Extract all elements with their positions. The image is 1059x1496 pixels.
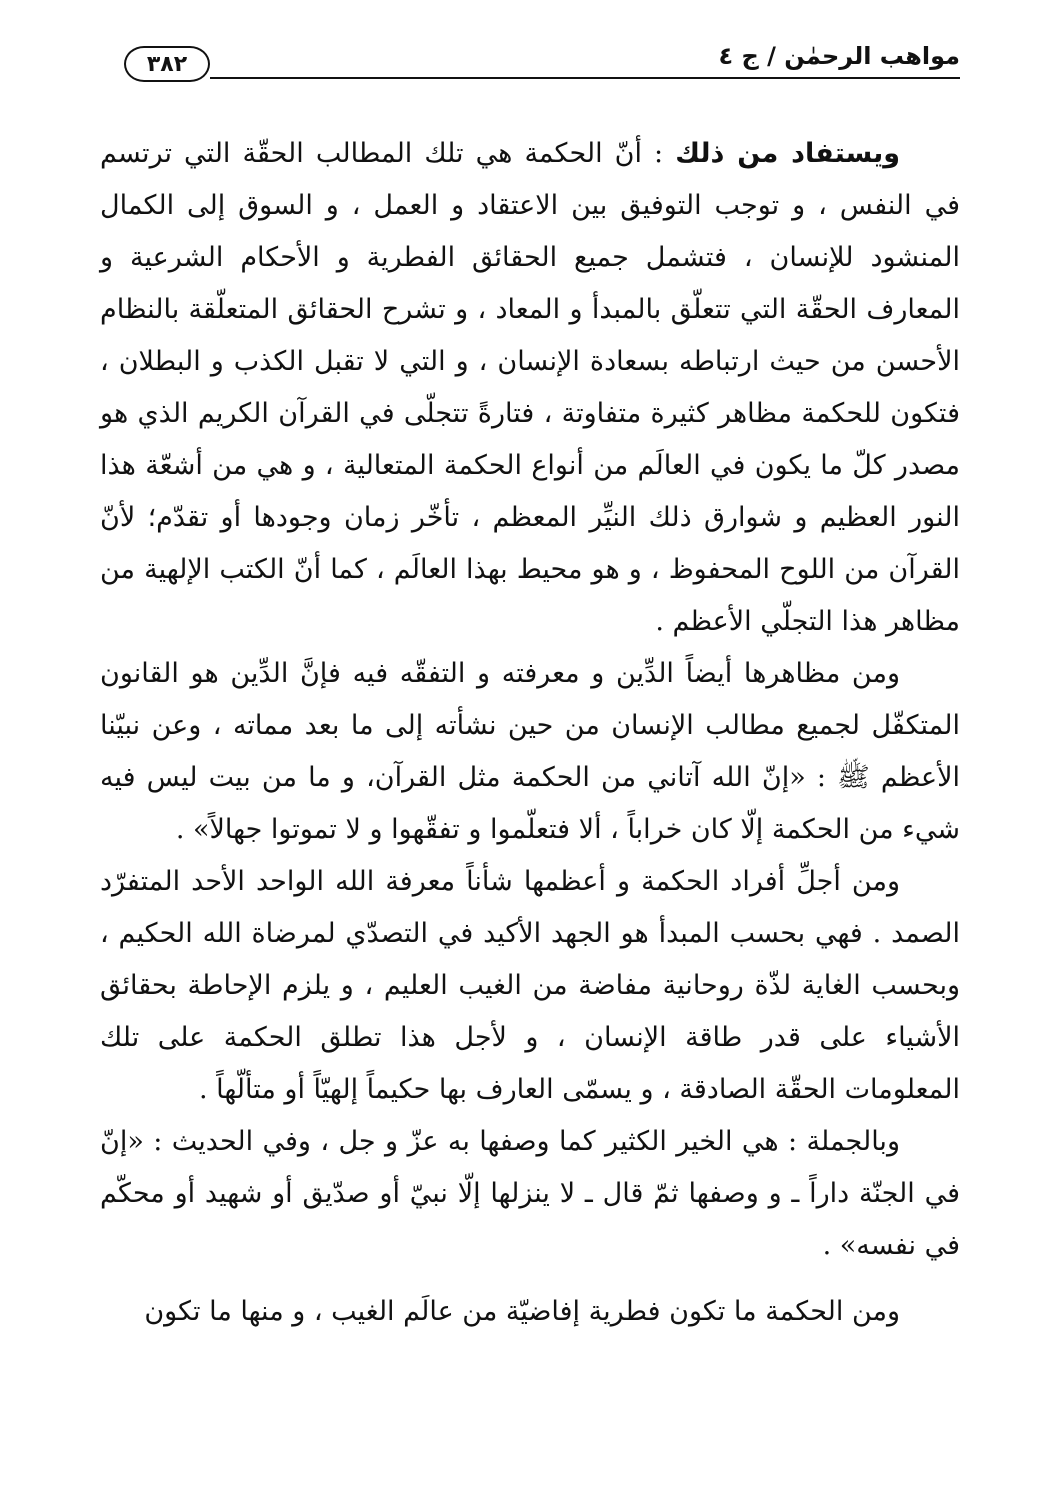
body-text (100, 128, 960, 1338)
paragraph-1 (100, 128, 960, 648)
paragraph-lead: ويستفاد من ذلك (675, 138, 901, 169)
paragraph-1-text: : أنّ الحكمة هي تلك المطالب الحقّة التي ترتسم في النفس ، و توجب التوفيق بين الاعتقاد و العمل ، و السوق إلى الكمال المنشود للإنسان ، فتشمل جميع الحقائق الفطرية و الأحكام الشرعية و المعارف الحقّة التي تتعلّق بالمبدأ و المعاد ، و تشرح الحقائق المتعلّقة بالنظام الأحسن من حيث ارتباطه بسعادة الإنسان ، و التي لا تقبل الكذب و البطلان ، فتكون للحكمة مظاهر كثيرة متفاوتة ، فتارةً تتجلّى في القرآن الكريم الذي هو مصدر كلّ ما يكون في العالَم من أنواع الحكمة المتعالية ، و هي من أشعّة هذا النور العظيم و شوارق ذلك النيِّر المعظم ، تأخّر زمان وجودها أو تقدّم؛ لأنّ القرآن من اللوح المحفوظ ، و هو محيط بهذا العالَم ، كما أنّ الكتب الإلهية من مظاهر هذا التجلّي الأعظم . (100, 138, 960, 637)
running-title: مواهب الرحمٰن / ج ٤ (718, 42, 960, 70)
paragraph-5: ومن الحكمة ما تكون فطرية إفاضيّة من عالَم الغيب ، و منها ما تكون (144, 1296, 900, 1327)
header-rule (210, 77, 960, 79)
paragraph-3: ومن أجلِّ أفراد الحكمة و أعظمها شأناً معرفة الله الواحد الأحد المتفرّد الصمد . فهي بحسب المبدأ هو الجهد الأكيد في التصدّي لمرضاة الله الحكيم ، وبحسب الغاية لذّة روحانية مفاضة من الغيب العليم ، و يلزم الإحاطة بحقائق الأشياء على قدر طاقة الإنسان ، و لأجل هذا تطلق الحكمة على تلك المعلومات الحقّة الصادقة ، و يسمّى العارف بها حكيماً إلهيّاً أو متألّهاً . (100, 866, 960, 1105)
paragraph-2: ومن مظاهرها أيضاً الدِّين و معرفته و التفقّه فيه فإنَّ الدِّين هو القانون المتكفّل لجميع مطالب الإنسان من حين نشأته إلى ما بعد مماته ، وعن نبيّنا الأعظم ﷺ : «إنّ الله آتاني من الحكمة مثل القرآن، و ما من بيت ليس فيه شيء من الحكمة إلّا كان خراباً ، ألا فتعلّموا و تفقّهوا و لا تموتوا جهالاً» . (100, 658, 960, 845)
page-number: ٣٨٢ (124, 46, 210, 82)
paragraph-4: وبالجملة : هي الخير الكثير كما وصفها به عزّ و جل ، وفي الحديث : «إنّ في الجنّة داراً ـ و وصفها ثمّ قال ـ لا ينزلها إلّا نبيّ أو صدّيق أو شهيد أو محكّم في نفسه» . (100, 1126, 960, 1261)
paragraph-gap (100, 1272, 960, 1286)
page-header (100, 40, 960, 90)
